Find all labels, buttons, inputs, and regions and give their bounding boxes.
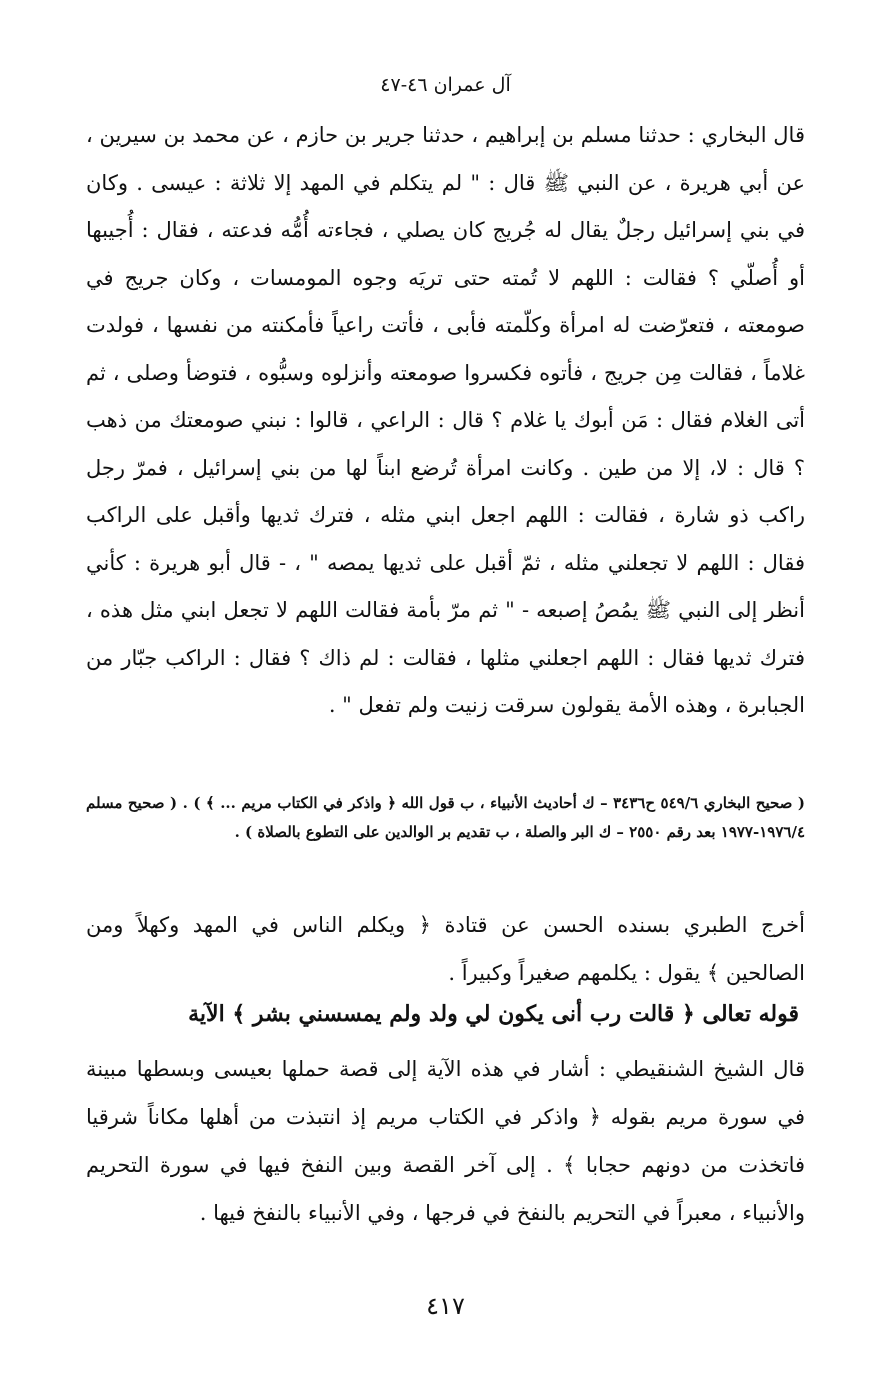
shinqiti-paragraph: قال الشيخ الشنقيطي : أشار في هذه الآية إلى قصة حملها بعيسى وبسطها مبينة في سورة مريم بقوله ﴿ واذكر في الكتاب مريم إذ انتبذت من أهلها مكاناً شرقيا فاتخذت من دونهم حجابا ﴾ . إلى آخر القصة وبين النفخ فيها في سورة التحريم والأنبياء ، معبراً في التحريم بالنفخ في فرجها ، وفي الأنبياء بالنفخ فيها . xyxy=(86,1057,805,1225)
book-page xyxy=(86,0,805,1387)
page-number: ٤١٧ xyxy=(426,1292,465,1320)
section-heading: قوله تعالى ﴿ قالت رب أنى يكون لي ولد ولم يمسسني بشر ﴾ الآية xyxy=(188,1001,799,1027)
hadith-paragraph: قال البخاري : حدثنا مسلم بن إبراهيم ، حدثنا جرير بن حازم ، عن محمد بن سيرين ، عن أبي هريرة ، عن النبي ﷺ قال : " لم يتكلم في المهد إلا ثلاثة : عيسى . وكان في بني إسرائيل رجلٌ يقال له جُريج كان يصلي ، فجاءته أُمُّه فدعته ، فقال : أُجيبها أو أُصلّي ؟ فقالت : اللهم لا تُمته حتى تريَه وجوه المومسات ، وكان جريج في صومعته ، فتعرّضت له امرأة وكلّمته فأبى ، فأتت راعياً فأمكنته من نفسها ، فولدت غلاماً ، فقالت مِن جريج ، فأتوه فكسروا صومعته وأنزلوه وسبُّوه ، فتوضأ وصلى ، ثم أتى الغلام فقال : مَن أبوك يا غلام ؟ قال : الراعي ، قالوا : نبني صومعتك من ذهب ؟ قال : لا، إلا من طين . وكانت امرأة تُرضع ابناً لها من بني إسرائيل ، فمرّ رجل راكب ذو شارة ، فقالت : اللهم اجعل ابني مثله ، فترك ثديها وأقبل على الراكب فقال : اللهم لا تجعلني مثله ، ثمّ أقبل على ثديها يمصه " ، - قال أبو هريرة : كأني أنظر إلى النبي ﷺ يمُصُ إصبعه - " ثم مرّ بأمة فقالت اللهم لا تجعل ابني مثل هذه ، فترك ثديها فقال : اللهم اجعلني مثلها ، فقالت : لم ذاك ؟ فقال : الراكب جبّار من الجبابرة ، وهذه الأمة يقولون سرقت زنيت ولم تفعل " . xyxy=(86,123,806,717)
hadith-reference-footnote: ( صحيح البخاري ٥٤٩/٦ ح٣٤٣٦ – ك أحاديث الأنبياء ، ب قول الله ﴿ واذكر في الكتاب مريم ... ﴾ ) . ( صحيح مسلم ١٩٧٦/٤-١٩٧٧ بعد رقم ٢٥٥٠ – ك البر والصلة ، ب تقديم بر الوالدين على التطوع بالصلاة ) . xyxy=(86,794,805,841)
running-header: آل عمران ٤٦-٤٧ xyxy=(380,74,511,96)
tabari-paragraph: أخرج الطبري بسنده الحسن عن قتادة ﴿ ويكلم الناس في المهد وكهلاً ومن الصالحين ﴾ يقول : يكلمهم صغيراً وكبيراً . xyxy=(86,913,805,985)
